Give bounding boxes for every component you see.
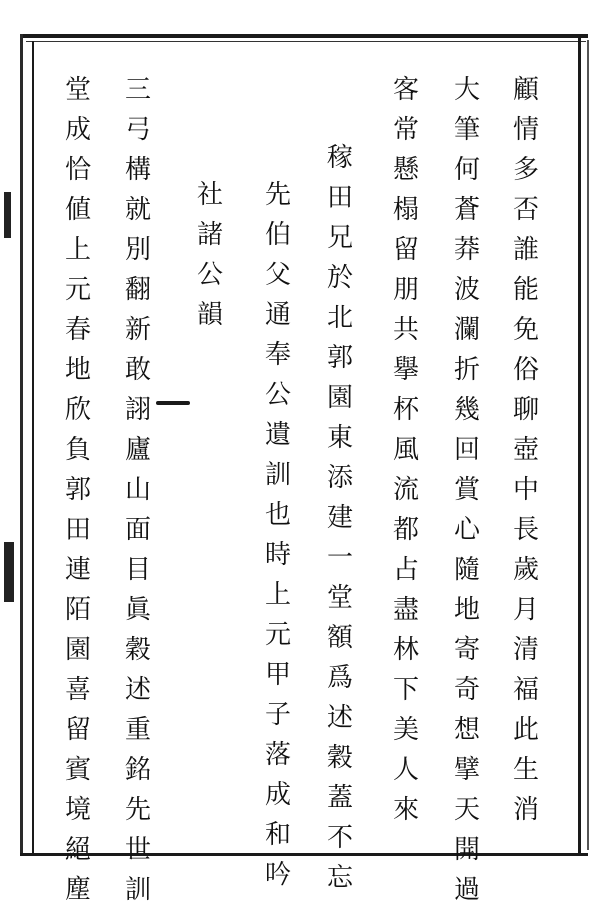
text-character: 瀾 [453,315,480,345]
text-character: 目 [124,555,151,585]
text-character: 流 [392,475,419,505]
text-column-5 [258,175,298,895]
text-character: 上 [264,580,291,610]
text-character: 三 [124,75,151,105]
text-character: 述 [326,703,353,733]
text-character: 情 [512,115,539,145]
text-character: 吟 [264,860,291,890]
text-character: 穀 [326,743,353,773]
text-character: 諸 [196,220,223,250]
text-character: 免 [512,315,539,345]
text-character: 値 [64,195,91,225]
text-character: 兄 [326,223,353,253]
text-character: 蓋 [326,783,353,813]
text-character: 下 [392,675,419,705]
text-character: 擘 [453,755,480,785]
text-character: 構 [124,155,151,185]
text-character: 能 [512,275,539,305]
text-character: 寄 [453,635,480,665]
text-character: 甲 [264,660,291,690]
text-character: 莽 [453,235,480,265]
text-character: 述 [124,675,151,705]
text-character: 大 [453,75,480,105]
text-character: 社 [196,180,223,210]
text-character: 歲 [512,555,539,585]
text-character: 月 [512,595,539,625]
text-character: 顧 [512,75,539,105]
text-character: 清 [512,635,539,665]
text-character: 通 [264,300,291,330]
text-character: 奉 [264,340,291,370]
text-character: 也 [264,500,291,530]
text-character: 額 [326,623,353,653]
text-character: 俗 [512,355,539,385]
text-character: 稼 [326,143,353,173]
text-column-7 [118,70,158,910]
text-character: 穀 [124,635,151,665]
text-character: 忘 [326,863,353,893]
frame-left-outer-border [20,34,23,856]
text-character: 奇 [453,675,480,705]
text-character: 多 [512,155,539,185]
text-character: 開 [453,835,480,865]
text-character: 爲 [326,663,353,693]
text-character: 和 [264,820,291,850]
text-character: 消 [512,795,539,825]
text-character: 都 [392,515,419,545]
text-character: 元 [64,275,91,305]
text-character: 新 [124,315,151,345]
text-character: 福 [512,675,539,705]
text-character: 園 [64,635,91,665]
text-character: 誰 [512,235,539,265]
text-character: 境 [64,795,91,825]
text-character: 壺 [512,435,539,465]
frame-left-border [32,41,34,853]
text-character: 堂 [326,583,353,613]
text-character: 北 [326,303,353,333]
text-character: 伯 [264,220,291,250]
text-character: 心 [453,515,480,545]
text-character: 銘 [124,755,151,785]
text-character: 訓 [124,875,151,905]
text-character: 喜 [64,675,91,705]
text-character: 先 [264,180,291,210]
text-character: 賞 [453,475,480,505]
text-character: 風 [392,435,419,465]
text-character: 連 [64,555,91,585]
text-character: 占 [392,555,419,585]
text-character: 公 [264,380,291,410]
text-character: 蒼 [453,195,480,225]
text-character: 筆 [453,115,480,145]
text-character: 就 [124,195,151,225]
text-character: 地 [453,595,480,625]
text-character: 韻 [196,300,223,330]
text-character: 不 [326,823,353,853]
text-character: 回 [453,435,480,465]
text-character: 建 [326,503,353,533]
text-character: 廬 [124,435,151,465]
text-character: 何 [453,155,480,185]
text-column-1 [506,70,546,830]
dash-mark [156,401,190,405]
text-character: 杯 [392,395,419,425]
text-character: 此 [512,715,539,745]
text-character: 父 [264,260,291,290]
text-character: 塵 [64,875,91,905]
text-character: 弓 [124,115,151,145]
text-column-4 [320,138,360,898]
text-character: 春 [64,315,91,345]
text-character: 欣 [64,395,91,425]
text-character: 擧 [392,355,419,385]
text-character: 田 [64,515,91,545]
text-character: 郭 [326,343,353,373]
text-character: 長 [512,515,539,545]
text-character: 聊 [512,395,539,425]
binding-mark-upper [4,192,11,238]
text-character: 幾 [453,395,480,425]
text-character: 林 [392,635,419,665]
text-character: 園 [326,383,353,413]
text-character: 地 [64,355,91,385]
text-character: 子 [264,700,291,730]
text-character: 負 [64,435,91,465]
text-character: 別 [124,235,151,265]
text-character: 共 [392,315,419,345]
text-character: 波 [453,275,480,305]
text-character: 折 [453,355,480,385]
text-character: 訓 [264,460,291,490]
text-character: 元 [264,620,291,650]
text-character: 留 [392,235,419,265]
text-character: 世 [124,835,151,865]
text-character: 重 [124,715,151,745]
text-character: 中 [512,475,539,505]
text-character: 過 [453,875,480,905]
text-character: 生 [512,755,539,785]
text-character: 成 [64,115,91,145]
text-character: 東 [326,423,353,453]
text-character: 一 [326,543,353,573]
text-character: 懸 [392,155,419,185]
text-character: 隨 [453,555,480,585]
frame-right-outer-border [587,40,589,850]
text-character: 面 [124,515,151,545]
text-character: 郭 [64,475,91,505]
text-character: 於 [326,263,353,293]
text-character: 遺 [264,420,291,450]
text-character: 盡 [392,595,419,625]
text-character: 時 [264,540,291,570]
text-character: 美 [392,715,419,745]
text-character: 來 [392,795,419,825]
text-character: 詡 [124,395,151,425]
text-character: 上 [64,235,91,265]
text-column-8 [58,70,98,910]
text-character: 陌 [64,595,91,625]
text-column-3 [386,70,426,830]
text-character: 山 [124,475,151,505]
text-character: 先 [124,795,151,825]
frame-top-inner-border [26,41,586,42]
text-column-6 [190,175,230,335]
text-character: 否 [512,195,539,225]
text-character: 榻 [392,195,419,225]
text-character: 人 [392,755,419,785]
text-character: 堂 [64,75,91,105]
text-character: 絕 [64,835,91,865]
text-character: 落 [264,740,291,770]
text-column-2 [447,70,487,910]
text-character: 朋 [392,275,419,305]
text-character: 常 [392,115,419,145]
frame-top-border [20,34,588,38]
text-character: 翻 [124,275,151,305]
text-character: 想 [453,715,480,745]
text-character: 留 [64,715,91,745]
text-character: 賓 [64,755,91,785]
text-character: 成 [264,780,291,810]
frame-right-border [578,34,581,856]
text-character: 客 [392,75,419,105]
text-character: 眞 [124,595,151,625]
text-character: 公 [196,260,223,290]
text-character: 恰 [64,155,91,185]
binding-mark-lower [4,542,14,602]
text-character: 添 [326,463,353,493]
frame-bottom-border [20,853,588,856]
text-character: 田 [326,183,353,213]
text-character: 天 [453,795,480,825]
text-character: 敢 [124,355,151,385]
